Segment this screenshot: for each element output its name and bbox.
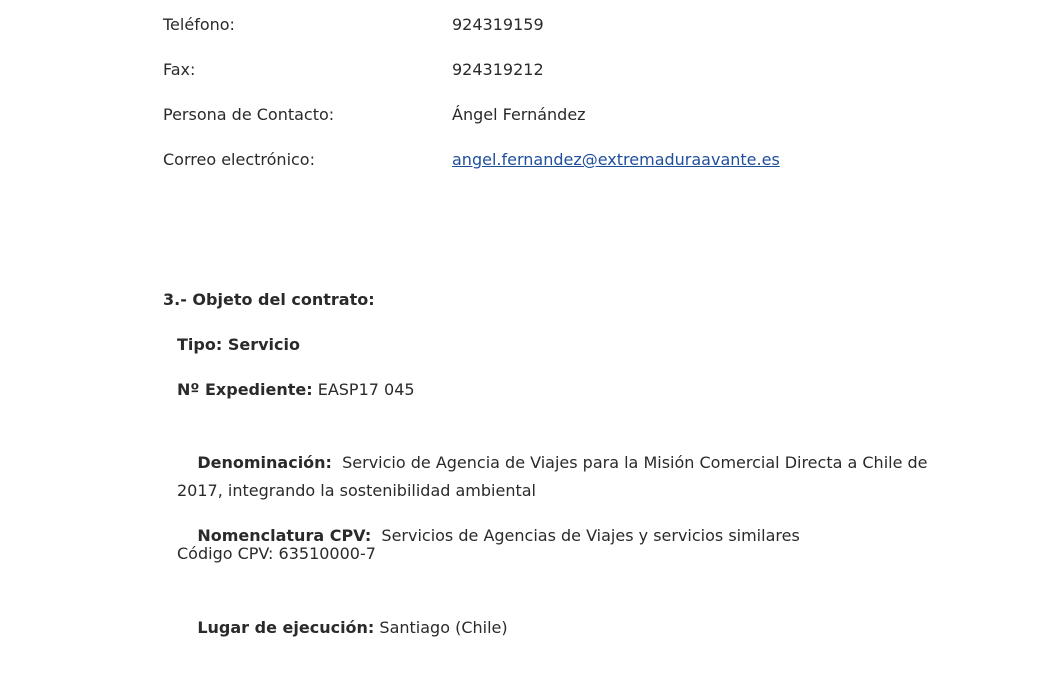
field-tipo [177,331,937,359]
tipo-label: Tipo: Servicio [177,335,300,354]
phone-value: 924319159 [452,15,544,34]
fax-label: Fax: [163,60,196,79]
section-heading: 3.- Objeto del contrato: [163,290,375,309]
contact-person-value: Ángel Fernández [452,105,586,124]
field-codigo [177,540,937,568]
nomenclatura-value: Servicios de Agencias de Viajes y servicios similares [371,526,800,545]
expediente-value: EASP17 045 [312,380,415,399]
codigo-cpv-text: Código CPV: 63510000-7 [177,544,376,563]
phone-label: Teléfono: [163,15,235,34]
lugar-value: Santiago (Chile) [374,618,508,637]
contact-row-phone [163,15,963,39]
email-label: Correo electrónico: [163,150,315,169]
expediente-label: Nº Expediente: [177,380,313,399]
contact-row-fax [163,60,963,84]
lugar-label: Lugar de ejecución: [197,618,375,637]
denominacion-value: Servicio de Agencia de Viajes para la Misión Comercial Directa a Chile de 2017, integrando la sostenibilidad ambiental [177,453,933,500]
fax-value: 924319212 [452,60,544,79]
contact-person-label: Persona de Contacto: [163,105,335,124]
nomenclatura-label: Nomenclatura CPV: [197,526,372,545]
email-link[interactable]: angel.fernandez@extremaduraavante.es [452,150,780,169]
contact-row-email [163,150,963,174]
field-expediente [177,376,937,404]
field-lugar [177,586,937,670]
contact-row-person [163,105,963,129]
denominacion-label: Denominación: [197,453,332,472]
